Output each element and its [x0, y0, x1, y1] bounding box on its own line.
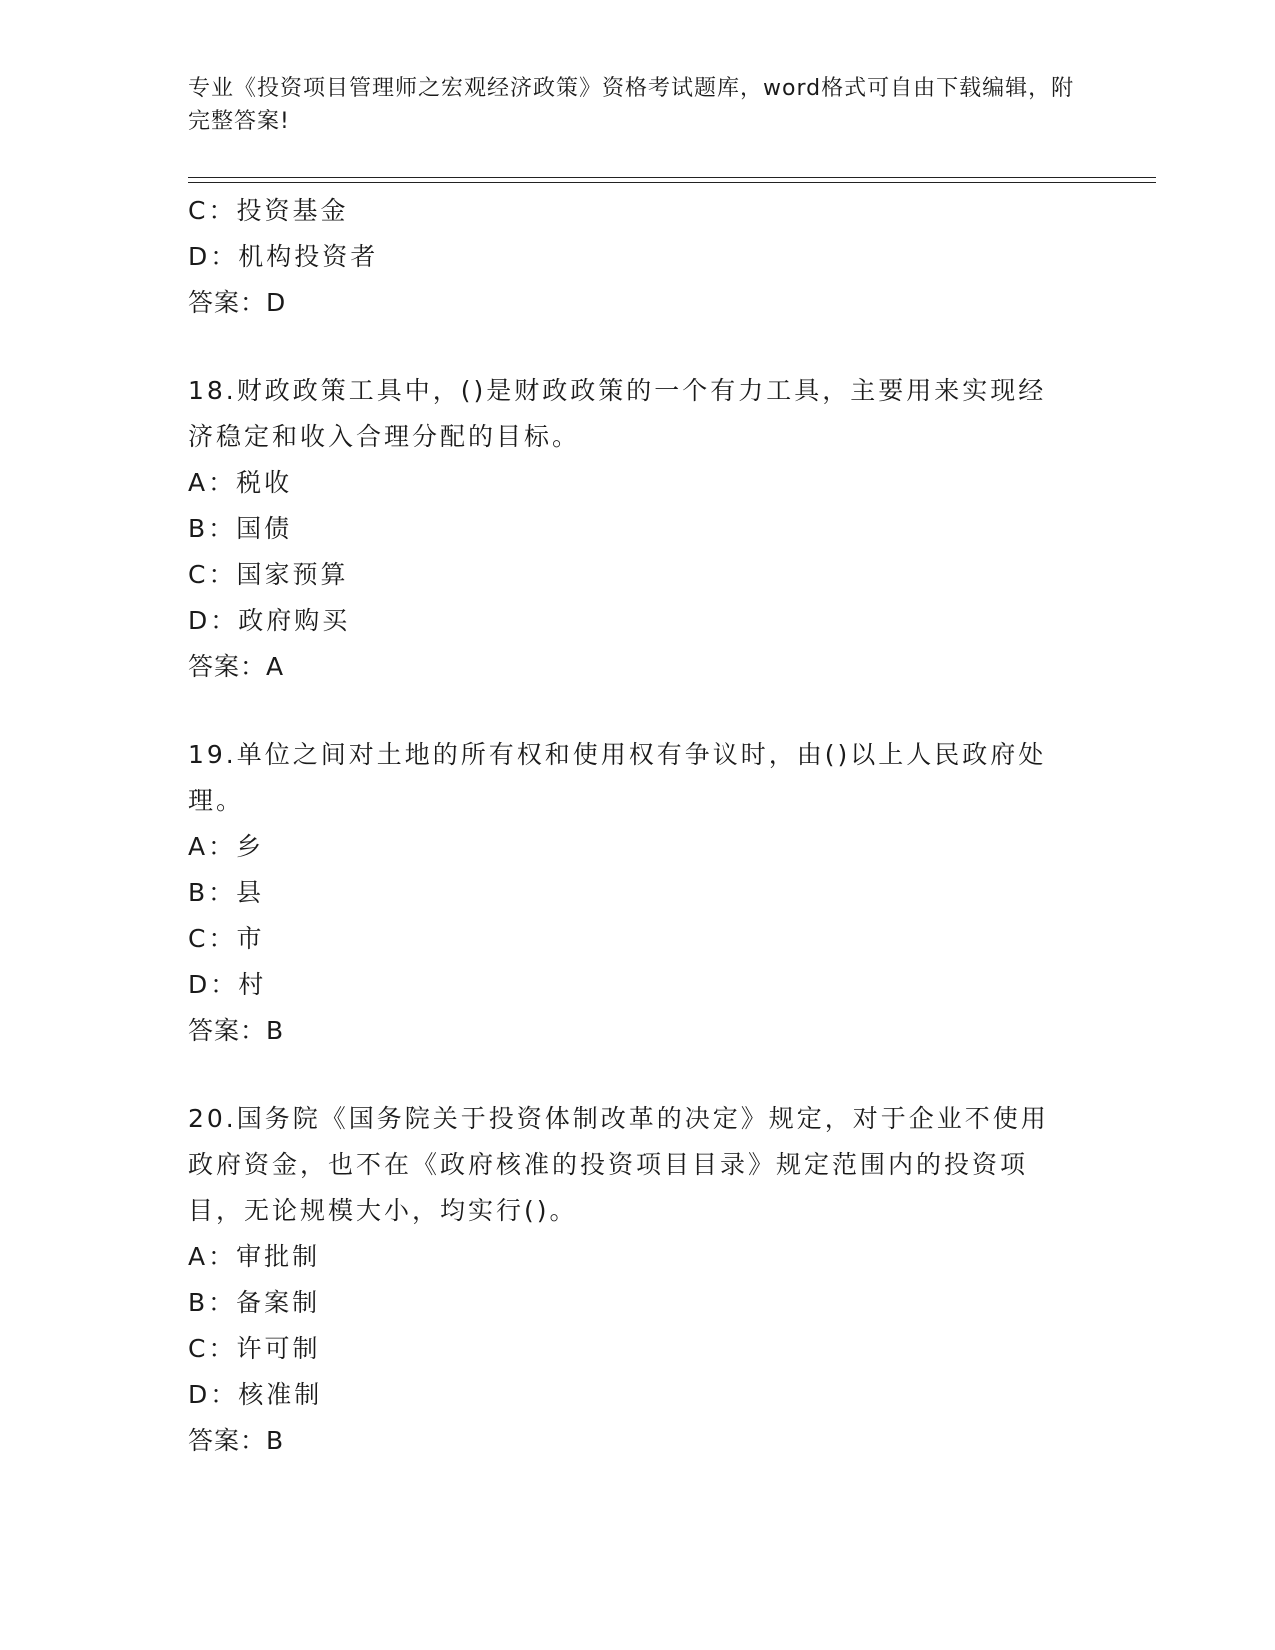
option-a: A：税收 [188, 468, 293, 497]
question-text: 20.国务院《国务院关于投资体制改革的决定》规定，对于企业不使用政府资金，也不在《政府核准的投资项目目录》规定范围内的投资项目，无论规模大小，均实行()。 [188, 1104, 1049, 1225]
question-17-tail [188, 188, 1088, 326]
option-d: D：政府购买 [188, 606, 351, 635]
answer-label: 答案：D [188, 288, 287, 317]
option-c: C：投资基金 [188, 196, 349, 225]
question-list [188, 188, 1088, 1464]
option-b: B：国债 [188, 514, 293, 543]
option-d: D：村 [188, 970, 267, 999]
question-19 [188, 732, 1088, 1054]
option-a: A：审批制 [188, 1242, 321, 1271]
option-c: C：许可制 [188, 1334, 321, 1363]
spacer [188, 326, 1088, 368]
spacer [188, 1054, 1088, 1096]
option-c: C：国家预算 [188, 560, 349, 589]
answer-label: 答案：B [188, 1016, 285, 1045]
question-20 [188, 1096, 1088, 1464]
answer-label: 答案：B [188, 1426, 285, 1455]
header-rule-bottom [188, 182, 1156, 183]
option-b: B：备案制 [188, 1288, 321, 1317]
option-d: D：核准制 [188, 1380, 323, 1409]
question-text: 18.财政政策工具中，()是财政政策的一个有力工具，主要用来实现经济稳定和收入合理分配的目标。 [188, 376, 1047, 451]
option-d: D：机构投资者 [188, 242, 379, 271]
option-b: B：县 [188, 878, 265, 907]
option-c: C：市 [188, 924, 265, 953]
answer-label: 答案：A [188, 652, 285, 681]
header-rule-top [188, 177, 1156, 178]
option-a: A：乡 [188, 832, 265, 861]
question-text: 19.单位之间对土地的所有权和使用权有争议时，由()以上人民政府处理。 [188, 740, 1047, 815]
document-header: 专业《投资项目管理师之宏观经济政策》资格考试题库，word格式可自由下载编辑，附完整答案! [188, 76, 1075, 134]
question-18 [188, 368, 1088, 690]
spacer [188, 690, 1088, 732]
